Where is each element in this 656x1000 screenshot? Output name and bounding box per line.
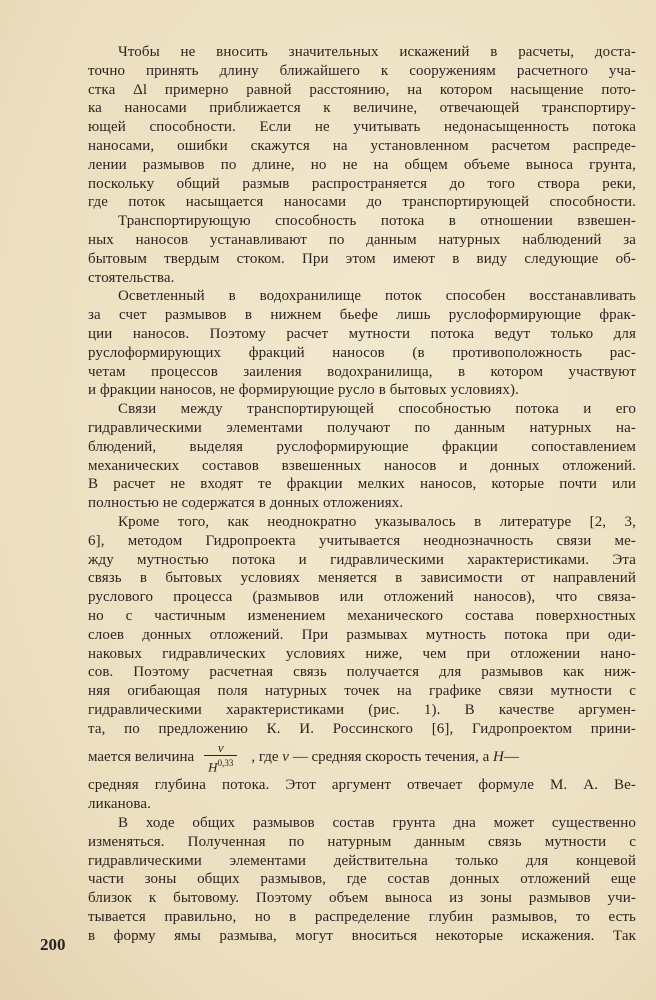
text-line: где поток насыщается наносами до транспортирующей способности. — [88, 194, 636, 211]
paragraph — [88, 43, 636, 212]
text-line: полностью не содержатся в донных отложениях. — [88, 495, 404, 512]
formula-text: — — [503, 748, 519, 765]
text-line: бытовым твердым стоком. При этом имеют в виду следующие об- — [88, 250, 636, 267]
text-line: связь в бытовых условиях меняется в зависимости от направлений — [88, 570, 636, 587]
text-line: 6], методом Гидропроекта учитывается неоднозначность связи ме- — [88, 532, 636, 549]
text-line: в форму ямы размыва, могут вноситься некоторые искажения. Так — [88, 927, 636, 944]
text-line: Связи между транспортирующей способностью потока и его — [118, 401, 636, 418]
fraction-formula — [204, 741, 237, 774]
text-line: части зоны общих размывов, где состав донных отложений еще — [88, 871, 636, 888]
text-line: Кроме того, как неоднократно указывалось в литературе [2, 3, — [118, 513, 636, 530]
text-line: жду мутностью потока и гидравлическими характеристиками. Эта — [88, 551, 636, 568]
text-line: ликанова. — [88, 796, 151, 813]
text-line: няя огибающая поля натурных точек на графике связи мутности с — [88, 683, 636, 700]
text-line: механических составов взвешенных наносов и донных отложений. — [88, 457, 636, 474]
text-line: стоятельства. — [88, 269, 175, 286]
variable-v: v — [282, 748, 289, 765]
formula-prefix: мается величина — [88, 748, 195, 765]
text-line: сов. Поэтому расчетная связь получается для размывов как ниж- — [88, 664, 636, 681]
text-line-with-formula — [88, 738, 636, 776]
text-line: средняя глубина потока. Этот аргумент отвечает формуле М. А. Ве- — [88, 777, 636, 794]
formula-exponent: 0,33 — [217, 757, 234, 768]
text-line: тывается правильно, но в распределение глубин размывов, то есть — [88, 909, 636, 926]
text-line: близок к бытовому. Поэтому объем выноса из зоны размывов учи- — [88, 890, 636, 907]
text-line: наносами, ошибки скажутся на установленном расчетом распреде- — [88, 137, 636, 154]
formula-numerator: v — [217, 739, 224, 755]
text-line: наковых гидравлических условиях ниже, чем при отложении нано- — [88, 645, 636, 662]
text-line: изменяться. Полученная по натурным данным связь мутности с — [88, 833, 636, 850]
text-line: поскольку общий размыв распространяется до того створа реки, — [88, 175, 636, 192]
text-line: четам процессов заиления водохранилища, в котором участвуют — [88, 363, 636, 380]
text-line: за счет размывов в нижнем бьефе лишь руслоформирующие фрак- — [88, 307, 636, 324]
text-line: ка наносами приближается к величине, отвечающей транспортиру- — [88, 100, 636, 117]
page-number: 200 — [40, 935, 66, 954]
paragraph — [88, 814, 636, 946]
formula-text: , где — [251, 748, 283, 765]
text-line: лении размывов по длине, но не на общем объеме выноса грунта, — [88, 156, 636, 173]
text-line: руслового процесса (размывов или отложений наносов), что связа- — [88, 589, 636, 606]
formula-denominator-base: H — [208, 759, 218, 775]
text-line: В расчет не входят те фракции мелких наносов, которые почти или — [88, 476, 636, 493]
text-line: гидравлическими характеристиками (рис. 1). В качестве аргумен- — [88, 701, 636, 718]
text-line: В ходе общих размывов состав грунта дна может существенно — [118, 815, 636, 832]
paragraph — [88, 513, 636, 814]
text-line: стка Δl примерно равной расстоянию, на котором насыщение пото- — [88, 81, 636, 98]
text-line: но с частичным изменением механического состава поверхностных — [88, 607, 636, 624]
text-line: слоев донных отложений. При размывах мутность потока при оди- — [88, 626, 636, 643]
text-line: руслоформирующих фракций наносов (в противоположность рас- — [88, 344, 636, 361]
text-line: Транспортирующую способность потока в отношении взвешен- — [118, 213, 636, 230]
text-line: ных наносов устанавливают по данным натурных наблюдений за — [88, 231, 636, 248]
text-line: и фракции наносов, не формирующие русло в бытовых условиях). — [88, 382, 519, 399]
text-line: гидравлическими элементами действительна только для концевой — [88, 852, 636, 869]
paragraph — [88, 212, 636, 287]
formula-text: — средняя скорость течения, а — [288, 748, 494, 765]
body-text — [88, 43, 636, 946]
text-line: блюдений, выделяя руслоформирующие фракции сопоставлением — [88, 438, 636, 455]
formula-denominator — [204, 755, 237, 774]
text-line: та, по предложению К. И. Россинского [6], Гидропроектом прини- — [88, 720, 636, 737]
text-line: точно принять длину ближайшего к сооружениям расчетного уча- — [88, 62, 636, 79]
text-line: ции наносов. Поэтому расчет мутности потока ведут только для — [88, 325, 636, 342]
text-line: ющей способности. Если не учитывать недонасыщенность потока — [88, 119, 636, 136]
text-line: Осветленный в водохранилище поток способен восстанавливать — [118, 288, 636, 305]
paragraph — [88, 400, 636, 513]
text-line: Чтобы не вносить значительных искажений в расчеты, доста- — [118, 44, 636, 60]
paragraph — [88, 287, 636, 400]
variable-h: H — [493, 748, 504, 765]
text-line: гидравлическими элементами получают по данным натурных на- — [88, 419, 636, 436]
